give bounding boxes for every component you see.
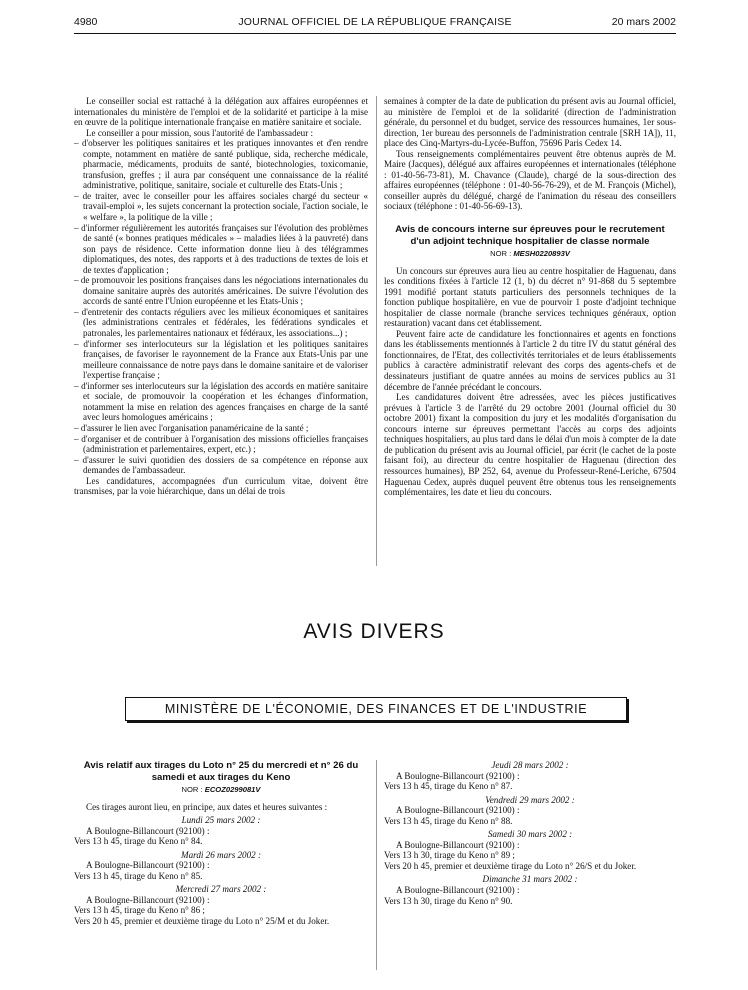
- list-item: – d'informer ses interlocuteurs sur la législation et les politiques sanitaires françaises, de favoriser le rayonnement de la France aux Etats-Unis par une meilleure connaissance de notre pays dans le domaine sanitaire et de valoriser l'expertise française ;: [74, 338, 368, 381]
- day-heading: Lundi 25 mars 2002 :: [181, 815, 261, 826]
- paragraph: Peuvent faire acte de candidature les fonctionnaires et agents en fonctions dans les établissements mentionnés à l'article 2 du titre IV du statut général des fonctionnaires, de l'Etat, des collectivités territoriales et de leurs établissements publics à caractère administratif relevant des corps des agents-chefs et de dessinateurs justifiant de quatre années au moins de services publics au 31 décembre de l'année précédant le concours.: [384, 328, 676, 392]
- column-right-bottom: [384, 760, 676, 906]
- section-title: AVIS DIVERS: [303, 620, 445, 643]
- page-header: [74, 14, 676, 30]
- column-divider: [376, 96, 377, 566]
- draw-line: Vers 20 h 45, premier et deuxième tirage du Loto n° 25/M et du Joker.: [74, 916, 330, 927]
- place-line: A Boulogne-Billancourt (92100) :: [396, 770, 520, 781]
- ministry-heading: MINISTÈRE DE L'ÉCONOMIE, DES FINANCES ET DE L'INDUSTRIE: [125, 697, 627, 721]
- draw-line: Vers 13 h 30, tirage du Keno n° 89 ;: [384, 850, 515, 861]
- loto-title: Avis relatif aux tirages du Loto n° 25 du mercredi et n° 26 du samedi et aux tirages du Keno: [83, 760, 359, 783]
- list-item: – d'assurer le suivi quotidien des dossiers de sa compétence en réponse aux demandes de l'ambassadeur.: [74, 454, 368, 476]
- place-line: A Boulogne-Billancourt (92100) :: [86, 825, 210, 836]
- draw-line: Vers 13 h 45, tirage du Keno n° 88.: [384, 815, 513, 826]
- column-left-bottom: [74, 760, 368, 927]
- paragraph: Les candidatures, accompagnées d'un curriculum vitae, doivent être transmises, par la voie hiérarchique, dans un délai de trois: [74, 475, 368, 497]
- draw-line: Vers 13 h 45, tirage du Keno n° 84.: [74, 836, 203, 847]
- day-heading: Dimanche 31 mars 2002 :: [482, 874, 578, 885]
- day-heading: Jeudi 28 mars 2002 :: [491, 760, 569, 770]
- draw-line: Vers 13 h 30, tirage du Keno n° 90.: [384, 895, 513, 906]
- paragraph: Ces tirages auront lieu, en principe, aux dates et heures suivantes :: [86, 801, 328, 812]
- day-heading: Mercredi 27 mars 2002 :: [175, 884, 267, 895]
- day-heading: Samedi 30 mars 2002 :: [487, 829, 573, 840]
- day-heading: Mardi 26 mars 2002 :: [181, 849, 261, 860]
- paragraph: Tous renseignements complémentaires peuvent être obtenus auprès de M. Maire (Jacques), délégué aux affaires européennes et internationales (téléphone : 01-40-56-73-81), M. Chavance (Claude), chargé de la sous-direction des affaires européennes (téléphone : 01-40-56-76-29), et de M. François (Michel), conseiller auprès du délégué, chargé de l'animation du réseau des conseillers sociaux (téléphone : 01-40-56-69-13).: [384, 148, 676, 212]
- list-item: – de promouvoir les positions françaises dans les négociations internationales du domaine sanitaire auprès des autorités américaines. De suivre l'évolution des accords de santé entre l'Union européenne et les Etats-Unis ;: [74, 275, 368, 307]
- page-number: 4980: [74, 16, 98, 28]
- list-item: – d'informer régulièrement les autorités françaises sur l'évolution des problèmes de santé (« bonnes pratiques médicales » – maladies liées à la pauvreté) dans son pays de résidence. Cette information donne lieu à des télégrammes diplomatiques, des notes, des rapports et à des traductions de textes de lois et de textes d'application ;: [74, 222, 368, 275]
- place-line: A Boulogne-Billancourt (92100) :: [396, 885, 520, 896]
- list-item: – d'entretenir des contacts réguliers avec les milieux économiques et sanitaires (les administrations centrales et fédérales, les fédérations syndicales et patronales, les parlementaires nationaux et fédéraux, les associations...) ;: [74, 306, 368, 339]
- place-line: A Boulogne-Billancourt (92100) :: [396, 839, 520, 850]
- list-item: – d'organiser et de contribuer à l'organisation des missions officielles françaises (administration et parlementaires, expert, etc.) ;: [74, 433, 368, 455]
- column-right-top: [384, 96, 676, 498]
- draw-line: Vers 20 h 45, premier et deuxième tirage du Loto n° 26/S et du Joker.: [384, 860, 637, 871]
- nor-reference: NOR : ECOZ0299081V: [181, 785, 261, 794]
- paragraph: Le conseiller social est rattaché à la délégation aux affaires européennes et internationales du ministère de l'emploi et de la solidarité et participe à la mise en œuvre de la politique internationale française en matière sanitaire et sociale.: [74, 96, 368, 128]
- paragraph: Un concours sur épreuves aura lieu au centre hospitalier de Haguenau, dans les conditions fixées à l'article 12 (1, b) du décret n° 91-868 du 5 septembre 1991 modifié portant statuts particuliers des personnels techniques de la fonction publique hospitalière, en vue de pourvoir 1 poste d'adjoint technique hospitalier de classe normale (branche services techniques généraux, option restauration) vacant dans cet établissement.: [384, 265, 676, 329]
- draw-line: Vers 13 h 45, tirage du Keno n° 85.: [74, 870, 203, 881]
- list-item: – d'assurer le lien avec l'organisation panaméricaine de la santé ;: [74, 422, 309, 433]
- draw-line: Vers 13 h 45, tirage du Keno n° 87.: [384, 781, 513, 792]
- place-line: A Boulogne-Billancourt (92100) :: [86, 860, 210, 871]
- journal-title: JOURNAL OFFICIEL DE LA RÉPUBLIQUE FRANÇAISE: [238, 16, 512, 28]
- draw-line: Vers 13 h 45, tirage du Keno n° 86 ;: [74, 905, 205, 916]
- nor-reference: NOR : MESH0220893V: [490, 249, 570, 259]
- issue-date: 20 mars 2002: [611, 16, 676, 28]
- day-heading: Vendredi 29 mars 2002 :: [485, 794, 575, 805]
- list-item: – d'informer ses interlocuteurs sur la législation des accords en matière sanitaire et sociale, de promouvoir la coopération et les échanges d'information, notamment la mise en relation des agences françaises en charge de la santé avec leurs homologues américains ;: [74, 380, 368, 423]
- column-divider: [376, 760, 377, 970]
- list-item: – d'observer les politiques sanitaires et les pratiques innovantes et d'en rendre compte, notamment en matière de santé publique, sida, recherche médicale, pharmacie, médicaments, produits de santé, biotechnologies, toxicomanie, transfusion, greffes ; il aura par conséquent une connaissance de la réalité administrative, politique, sanitaire, sociale et culturelle des Etats-Unis ;: [74, 138, 368, 191]
- place-line: A Boulogne-Billancourt (92100) :: [396, 805, 520, 816]
- column-left-top: [74, 96, 368, 497]
- paragraph: Le conseiller a pour mission, sous l'autorité de l'ambassadeur :: [86, 127, 314, 138]
- paragraph: semaines à compter de la date de publication du présent avis au Journal officiel, au ministère de l'emploi et de la solidarité (direction de l'administration générale, du personnel et du budget, service des ressources humaines, 1er sous-direction, 1er bureau des personnels de l'administration centrale [SRH 1A]), 11, place des Cinq-Martyrs-du-Lycée-Buffon, 75696 Paris Cedex 14.: [384, 96, 676, 149]
- header-rule: [74, 33, 676, 34]
- list-item: – de traiter, avec le conseiller pour les affaires sociales chargé du secteur « travail-emploi », les sujets concernant la protection sociale, l'action sociale, le « welfare », la politique de la ville ;: [74, 190, 368, 223]
- concours-title: Avis de concours interne sur épreuves pour le recrutement d'un adjoint technique hospitalier de classe normale: [395, 224, 665, 247]
- place-line: A Boulogne-Billancourt (92100) :: [86, 894, 210, 905]
- paragraph: Les candidatures doivent être adressées, avec les pièces justificatives prévues à l'article 3 de l'arrêté du 29 octobre 2001 (Journal officiel du 30 octobre 2001) fixant la composition du jury et les modalités d'organisation du concours interne sur épreuves permettant l'accès au corps des adjoints techniques hospitaliers, au plus tard dans le délai d'un mois à compter de la date de publication du présent avis au Journal officiel, par écrit (le cachet de la poste faisant foi), au directeur du centre hospitalier de Haguenau (direction des ressources humaines), BP 252, 64, avenue du Professeur-René-Leriche, 67504 Haguenau Cedex, auprès duquel peuvent être obtenus tous les renseignements complémentaires, les date et lieu du concours.: [384, 392, 676, 498]
